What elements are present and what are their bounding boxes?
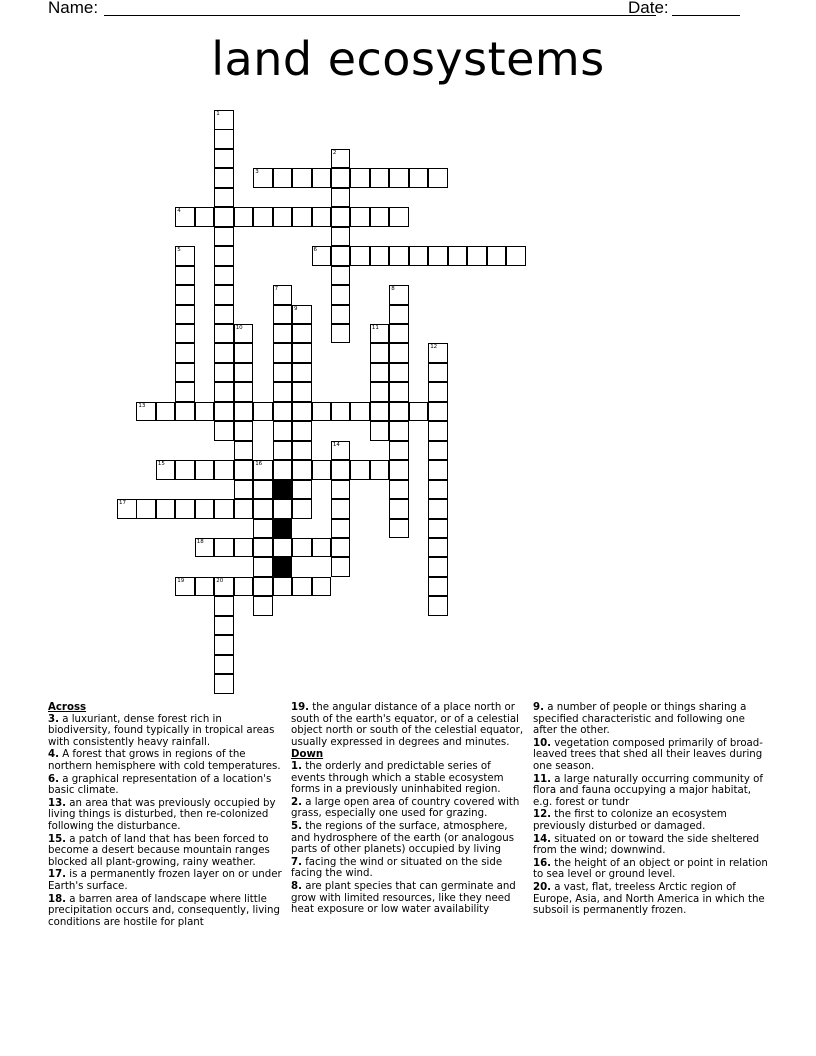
grid-cell[interactable] [389,168,409,188]
grid-cell[interactable] [389,480,409,500]
grid-cell[interactable] [214,538,234,558]
grid-cell[interactable] [234,363,254,383]
grid-cell[interactable] [409,246,429,266]
grid-cell[interactable] [370,363,390,383]
grid-cell[interactable] [370,207,390,227]
grid-cell[interactable] [273,499,293,519]
grid-cell[interactable] [331,324,351,344]
grid-cell[interactable] [234,421,254,441]
clues-column-2 [291,702,525,917]
grid-cell[interactable] [214,402,234,422]
clue-item [533,834,769,857]
grid-cell[interactable] [331,207,351,227]
clue-number: 9 [294,305,298,312]
clue-item [291,761,525,796]
grid-cell[interactable] [273,577,293,597]
clue-item [291,702,525,748]
grid-cell[interactable] [312,246,332,266]
clue-item [533,809,769,832]
grid-cell[interactable] [389,343,409,363]
clue-item [291,881,525,916]
grid-cell[interactable] [389,519,409,539]
grid-cell[interactable] [214,674,234,694]
grid-cell[interactable] [234,343,254,363]
grid-cell[interactable] [409,402,429,422]
grid-cell[interactable] [389,207,409,227]
grid-cell[interactable] [273,324,293,344]
grid-cell[interactable] [175,324,195,344]
grid-cell[interactable] [214,596,234,616]
grid-cell[interactable] [234,207,254,227]
clue-number: 3 [255,169,259,176]
grid-cell[interactable] [273,168,293,188]
grid-cell[interactable] [234,382,254,402]
grid-cell[interactable] [506,246,526,266]
grid-cell[interactable] [389,460,409,480]
grid-cell[interactable] [428,480,448,500]
grid-cell[interactable] [292,382,312,402]
clue-number: 6 [313,247,317,254]
grid-cell[interactable] [467,246,487,266]
grid-cell[interactable] [331,149,351,169]
grid-cell[interactable] [175,499,195,519]
grid-cell[interactable] [389,285,409,305]
clue-item-text: facing the wind or situated on the side facing the wind. [291,856,503,880]
clue-item-text: a large open area of country covered with grass, especially one used for grazing. [291,796,520,820]
clue-item-number: 19. [291,702,310,713]
grid-cell[interactable] [292,480,312,500]
grid-cell[interactable] [195,499,215,519]
grid-cell[interactable] [214,363,234,383]
clue-item-number: 9. [533,702,544,713]
grid-cell[interactable] [195,577,215,597]
grid-cell[interactable] [273,285,293,305]
grid-cell[interactable] [175,343,195,363]
grid-cell[interactable] [312,538,332,558]
clue-item-text: the orderly and predictable series of events through which a stable ecosystem forms in a previously uninhabited region. [291,760,504,796]
grid-cell[interactable] [428,246,448,266]
grid-cell[interactable] [214,324,234,344]
clue-number: 12 [430,344,438,351]
date-label: Date: [628,0,669,17]
grid-cell[interactable] [214,655,234,675]
grid-cell[interactable] [331,402,351,422]
clue-number: 18 [196,538,204,545]
grid-cell[interactable] [331,266,351,286]
grid-cell[interactable] [253,596,273,616]
grid-cell[interactable] [175,305,195,325]
grid-cell[interactable] [253,577,273,597]
grid-cell[interactable] [214,577,234,597]
clue-item-text: an area that was previously occupied by living things is disturbed, then re-colonized following the disturbance. [48,797,276,832]
grid-cell[interactable] [389,324,409,344]
grid-cell[interactable] [175,207,195,227]
clue-item-text: a luxuriant, dense forest rich in biodiversity, found typically in tropical areas with consistently heavy rainfall. [48,713,275,748]
grid-cell[interactable] [195,207,215,227]
clue-item [533,774,769,809]
clue-item-text: vegetation composed primarily of broad-leaved trees that shed all their leaves during one season. [533,737,763,772]
page-title: land ecosystems [211,32,605,86]
grid-cell[interactable] [292,460,312,480]
grid-cell[interactable] [273,421,293,441]
clue-item-number: 20. [533,881,552,893]
grid-cell[interactable] [175,460,195,480]
grid-cell[interactable] [136,499,156,519]
grid-cell[interactable] [370,402,390,422]
grid-cell[interactable] [273,460,293,480]
clues-column-1 [48,702,284,929]
grid-cell[interactable] [156,499,176,519]
grid-cell[interactable] [350,168,370,188]
clue-number: 17 [119,500,126,506]
grid-cell[interactable] [292,305,312,325]
clue-item-number: 1. [291,760,302,772]
grid-cell[interactable] [273,538,293,558]
clue-item-number: 16. [533,857,552,869]
grid-cell[interactable] [253,480,273,500]
clue-item [291,797,525,820]
grid-cell[interactable] [370,343,390,363]
grid-cell[interactable] [331,305,351,325]
grid-cell[interactable] [292,324,312,344]
grid-cell[interactable] [214,382,234,402]
grid-cell[interactable] [331,538,351,558]
clue-item-number: 4. [48,749,59,761]
grid-cell[interactable] [428,402,448,422]
grid-cell[interactable] [273,343,293,363]
grid-cell[interactable] [292,207,312,227]
grid-cell[interactable] [428,557,448,577]
grid-cell[interactable] [234,577,254,597]
grid-cell[interactable] [253,207,273,227]
grid-cell[interactable] [428,382,448,402]
grid-cell[interactable] [292,363,312,383]
across-clue-list-continued [291,702,525,748]
grid-cell[interactable] [273,207,293,227]
grid-cell[interactable] [214,616,234,636]
grid-cell[interactable] [389,402,409,422]
clue-item-number: 11. [533,773,552,785]
clue-item [533,882,769,917]
grid-cell[interactable] [331,246,351,266]
clue-item-text: a graphical representation of a location's basic climate. [48,773,272,797]
grid-cell[interactable] [370,324,390,344]
grid-cell[interactable] [312,168,332,188]
grid-cell[interactable] [253,402,273,422]
grid-cell[interactable] [409,168,429,188]
clue-item [48,834,284,869]
grid-cell[interactable] [331,519,351,539]
clues-column-3 [533,702,769,918]
across-clue-list [48,714,284,929]
clue-item [48,798,284,833]
grid-cell[interactable] [428,168,448,188]
grid-cell[interactable] [428,596,448,616]
grid-cell[interactable] [428,460,448,480]
grid-cell[interactable] [292,577,312,597]
grid-cell[interactable] [428,343,448,363]
clue-item-number: 12. [533,809,552,821]
grid-cell[interactable] [292,343,312,363]
clue-number: 15 [157,461,165,468]
clue-item-text: the height of an object or point in relation to sea level or ground level. [533,857,768,881]
grid-cell[interactable] [234,480,254,500]
clue-number: 13 [138,402,146,409]
grid-cell[interactable] [428,363,448,383]
clue-item-text: is a permanently frozen layer on or under Earth's surface. [48,869,282,892]
clue-item-text: the regions of the surface, atmosphere, and hydrosphere of the earth (or analogous parts of other planets) occupied by living [291,820,515,856]
grid-cell[interactable] [214,168,234,188]
grid-cell[interactable] [156,402,176,422]
grid-cell[interactable] [370,246,390,266]
grid-cell[interactable] [175,382,195,402]
grid-cell[interactable] [214,343,234,363]
grid-cell[interactable] [214,149,234,169]
grid-cell[interactable] [234,402,254,422]
grid-cell[interactable] [389,441,409,461]
grid-cell[interactable] [195,402,215,422]
clue-number: 14 [332,441,340,448]
grid-cell[interactable] [214,421,234,441]
grid-cell[interactable] [331,557,351,577]
grid-cell[interactable] [428,577,448,597]
grid-cell[interactable] [214,129,234,149]
clue-item-text: a patch of land that has been forced to become a desert because mountain ranges blocked all plant-growing, rainy weather. [48,833,270,868]
clue-number: 8 [391,286,395,292]
grid-cell[interactable] [175,363,195,383]
grid-cell[interactable] [214,227,234,247]
clue-number: 1 [216,111,220,117]
grid-cell[interactable] [370,460,390,480]
grid-cell[interactable] [389,421,409,441]
grid-cell[interactable] [487,246,507,266]
grid-cell[interactable] [273,402,293,422]
clue-item-number: 14. [533,833,552,845]
grid-cell[interactable] [234,538,254,558]
grid-cell[interactable] [370,168,390,188]
grid-cell[interactable] [331,480,351,500]
clue-item-text: a barren area of landscape where little precipitation occurs and, consequently, living conditions are hostile for plant [48,893,280,928]
clue-item-text: situated on or toward the side sheltered from the wind; downwind. [533,833,760,857]
grid-cell[interactable] [312,460,332,480]
grid-cell[interactable] [253,538,273,558]
grid-cell[interactable] [331,188,351,208]
name-label: Name: [48,0,99,17]
clue-item [291,821,525,856]
clue-number: 16 [255,461,263,468]
clue-item-text: a vast, flat, treeless Arctic region of Europe, Asia, and North America in which the subsoil is permanently frozen. [533,881,765,917]
grid-cell[interactable] [292,538,312,558]
grid-cell[interactable] [195,538,215,558]
grid-cell[interactable] [312,577,332,597]
clue-item-number: 10. [533,737,552,749]
clue-item [48,894,284,929]
grid-cell[interactable] [214,635,234,655]
grid-cell[interactable] [331,285,351,305]
grid-cell[interactable] [331,441,351,461]
clue-item-text: the first to colonize an ecosystem previously disturbed or damaged. [533,809,727,832]
grid-cell[interactable] [175,402,195,422]
clue-item-number: 5. [291,820,302,832]
grid-cell[interactable] [389,363,409,383]
grid-cell[interactable] [428,519,448,539]
grid-cell[interactable] [214,246,234,266]
clue-item-number: 2. [291,796,302,808]
grid-cell[interactable] [331,499,351,519]
grid-cell[interactable] [312,402,332,422]
grid-cell[interactable] [234,324,254,344]
grid-cell[interactable] [253,460,273,480]
grid-cell[interactable] [292,402,312,422]
clue-item [48,714,284,749]
clue-item [48,774,284,797]
clue-item-text: the angular distance of a place north or south of the earth's equator, or of a celestial object north or south of the celestial equator, usually expressed in degrees and minutes. [291,702,524,748]
grid-cell[interactable] [389,305,409,325]
across-heading: Across [48,702,87,713]
grid-cell[interactable] [428,538,448,558]
down-heading: Down [291,749,324,761]
grid-cell[interactable] [331,460,351,480]
black-square [273,480,293,500]
clue-item [533,858,769,881]
grid-cell[interactable] [253,499,273,519]
grid-cell[interactable] [273,305,293,325]
clue-item-text: a number of people or things sharing a specified characteristic and following one after the other. [533,702,747,737]
grid-cell[interactable] [175,285,195,305]
black-square [273,557,293,577]
clue-item [533,738,769,773]
grid-cell[interactable] [331,227,351,247]
grid-cell[interactable] [389,246,409,266]
grid-cell[interactable] [448,246,468,266]
grid-cell[interactable] [195,460,215,480]
grid-cell[interactable] [156,460,176,480]
grid-cell[interactable] [214,207,234,227]
clue-number: 11 [371,324,379,331]
grid-cell[interactable] [428,441,448,461]
grid-cell[interactable] [253,168,273,188]
clue-item-number: 15. [48,833,67,845]
clue-item-number: 13. [48,797,67,809]
clue-number: 20 [216,577,224,584]
clue-number: 4 [177,208,181,215]
grid-cell[interactable] [214,110,234,130]
grid-cell[interactable] [350,207,370,227]
grid-cell[interactable] [292,421,312,441]
clue-number: 19 [177,577,185,584]
clue-item [48,749,284,772]
grid-cell[interactable] [370,421,390,441]
clue-item [291,857,525,880]
grid-cell[interactable] [214,460,234,480]
grid-cell[interactable] [389,499,409,519]
clue-item-number: 18. [48,893,67,905]
clue-item-number: 6. [48,773,59,785]
grid-cell[interactable] [312,207,332,227]
grid-cell[interactable] [214,188,234,208]
grid-cell[interactable] [428,499,448,519]
grid-cell[interactable] [350,402,370,422]
clue-number: 5 [177,247,181,254]
grid-cell[interactable] [428,421,448,441]
grid-cell[interactable] [253,557,273,577]
grid-cell[interactable] [175,577,195,597]
clue-item-number: 8. [291,880,302,892]
clue-item-text: a large naturally occurring community of flora and fauna occupying a major habitat, e.g. forest or tundr [533,773,763,808]
clue-item-number: 3. [48,713,59,725]
grid-cell[interactable] [117,499,137,519]
grid-cell[interactable] [234,499,254,519]
grid-cell[interactable] [136,402,156,422]
clue-number: 2 [332,149,337,156]
grid-cell[interactable] [214,266,234,286]
grid-cell[interactable] [389,382,409,402]
grid-cell[interactable] [175,266,195,286]
clue-item-number: 7. [291,856,302,868]
down-clue-list-continued [533,702,769,917]
clue-item-text: are plant species that can germinate and grow with limited resources, like they need heat exposure or low water availability [291,880,516,916]
clue-item [48,869,284,892]
grid-cell[interactable] [292,499,312,519]
grid-cell[interactable] [370,382,390,402]
grid-cell[interactable] [214,499,234,519]
grid-cell[interactable] [350,246,370,266]
grid-cell[interactable] [273,363,293,383]
grid-cell[interactable] [175,246,195,266]
grid-cell[interactable] [292,441,312,461]
clue-number: 7 [274,286,279,292]
grid-cell[interactable] [234,441,254,461]
grid-cell[interactable] [253,519,273,539]
clue-item-number: 17. [48,869,67,881]
grid-cell[interactable] [273,441,293,461]
clue-number: 10 [235,324,243,331]
grid-cell[interactable] [273,382,293,402]
grid-cell[interactable] [214,305,234,325]
clue-item-text: A forest that grows in regions of the northern hemisphere with cold temperatures. [48,749,281,772]
grid-cell[interactable] [350,460,370,480]
down-clue-list [291,761,525,916]
grid-cell[interactable] [234,460,254,480]
grid-cell[interactable] [331,168,351,188]
grid-cell[interactable] [214,285,234,305]
grid-cell[interactable] [292,168,312,188]
clue-item [533,702,769,737]
black-square [273,519,293,539]
